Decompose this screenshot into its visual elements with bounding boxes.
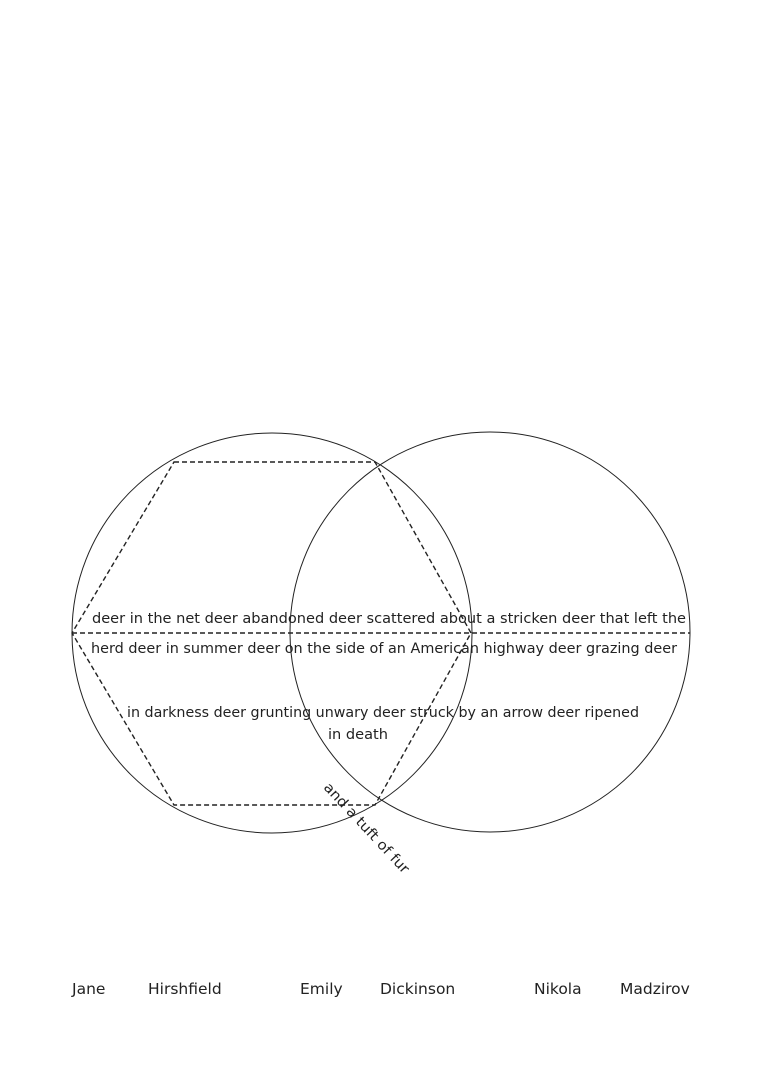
- poem-line-3: in darkness deer grunting unwary deer struck by an arrow deer ripened: [127, 705, 639, 721]
- angled-phrase: and a tuft of fur: [320, 779, 408, 872]
- poet-name-madzirov: Madzirov: [620, 980, 690, 998]
- poem-line-1: deer in the net deer abandoned deer scattered about a stricken deer that left the: [92, 611, 687, 627]
- poem-line-4: in death: [328, 727, 388, 743]
- poet-name-jane: Jane: [72, 980, 106, 998]
- poet-name-nikola: Nikola: [534, 980, 582, 998]
- poem-line-2: herd deer in summer deer on the side of an American highway deer grazing deer: [91, 641, 678, 657]
- right-circle: [290, 432, 690, 832]
- poet-name-hirshfield: Hirshfield: [148, 980, 222, 998]
- poet-name-emily: Emily: [300, 980, 343, 998]
- poet-name-dickinson: Dickinson: [380, 980, 456, 998]
